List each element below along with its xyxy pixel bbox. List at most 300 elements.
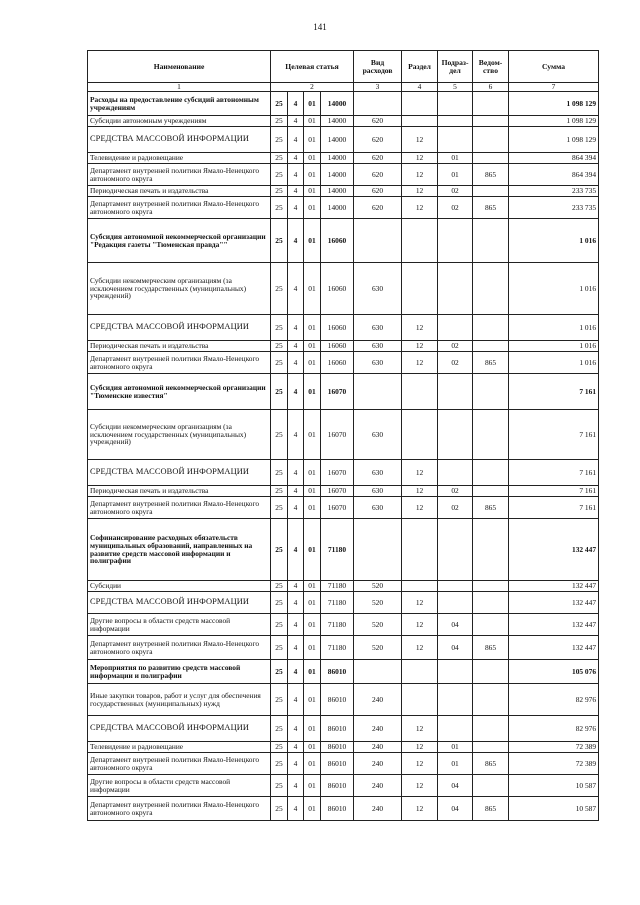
section-code — [402, 263, 438, 315]
table-header-row — [88, 51, 599, 83]
target-code-1: 25 — [271, 263, 288, 315]
target-code-3: 01 — [304, 460, 321, 486]
section-code: 12 — [402, 614, 438, 636]
table-row — [88, 775, 599, 797]
row-name: Периодическая печать и издательства — [88, 186, 271, 197]
subsection-code — [438, 410, 473, 460]
amount: 72 389 — [509, 753, 599, 775]
target-code-4: 14000 — [321, 116, 354, 127]
target-code-2: 4 — [288, 716, 304, 742]
target-code-3: 01 — [304, 497, 321, 519]
subsection-code: 02 — [438, 486, 473, 497]
expense-type: 240 — [354, 753, 402, 775]
section-code: 12 — [402, 164, 438, 186]
expense-type: 630 — [354, 352, 402, 374]
amount: 72 389 — [509, 742, 599, 753]
column-number: 7 — [509, 83, 599, 92]
expense-type: 630 — [354, 486, 402, 497]
target-code-4: 86010 — [321, 753, 354, 775]
target-code-4: 16060 — [321, 341, 354, 352]
section-code: 12 — [402, 197, 438, 219]
subsection-code — [438, 519, 473, 581]
amount: 132 447 — [509, 581, 599, 592]
subsection-code — [438, 116, 473, 127]
row-name: Субсидия автономной некоммерческой организации "Редакция газеты "Тюменская правда"" — [88, 219, 271, 263]
target-code-3: 01 — [304, 742, 321, 753]
row-name: Иные закупки товаров, работ и услуг для обеспечения государственных (муниципальных) нужд — [88, 684, 271, 716]
subsection-code — [438, 219, 473, 263]
target-code-3: 01 — [304, 186, 321, 197]
target-code-1: 25 — [271, 742, 288, 753]
expense-type: 630 — [354, 315, 402, 341]
department-code — [473, 684, 509, 716]
subsection-code: 04 — [438, 797, 473, 821]
target-code-1: 25 — [271, 410, 288, 460]
target-code-2: 4 — [288, 460, 304, 486]
department-code — [473, 460, 509, 486]
row-name: Департамент внутренней политики Ямало-Ненецкого автономного округа — [88, 352, 271, 374]
target-code-4: 71180 — [321, 581, 354, 592]
target-code-2: 4 — [288, 153, 304, 164]
subsection-code: 04 — [438, 775, 473, 797]
department-code — [473, 581, 509, 592]
target-code-1: 25 — [271, 315, 288, 341]
table-row — [88, 410, 599, 460]
target-code-1: 25 — [271, 127, 288, 153]
column-number: 6 — [473, 83, 509, 92]
target-code-1: 25 — [271, 197, 288, 219]
row-name: СРЕДСТВА МАССОВОЙ ИНФОРМАЦИИ — [88, 592, 271, 614]
department-code: 865 — [473, 797, 509, 821]
table-row — [88, 519, 599, 581]
amount: 1 016 — [509, 341, 599, 352]
target-code-1: 25 — [271, 497, 288, 519]
row-name: Периодическая печать и издательства — [88, 486, 271, 497]
target-code-4: 86010 — [321, 684, 354, 716]
target-code-2: 4 — [288, 164, 304, 186]
target-code-2: 4 — [288, 219, 304, 263]
section-code: 12 — [402, 797, 438, 821]
target-code-3: 01 — [304, 753, 321, 775]
subsection-code: 04 — [438, 614, 473, 636]
table-row — [88, 592, 599, 614]
section-code — [402, 116, 438, 127]
section-code: 12 — [402, 153, 438, 164]
expense-type: 630 — [354, 341, 402, 352]
target-code-2: 4 — [288, 486, 304, 497]
target-code-3: 01 — [304, 797, 321, 821]
header-razdel: Раздел — [402, 51, 438, 83]
amount: 7 161 — [509, 497, 599, 519]
row-name: Расходы на предоставление субсидий автономным учреждениям — [88, 92, 271, 116]
amount: 233 735 — [509, 186, 599, 197]
row-name: Департамент внутренней политики Ямало-Ненецкого автономного округа — [88, 797, 271, 821]
page-number: 141 — [313, 22, 327, 32]
department-code: 865 — [473, 164, 509, 186]
column-number-row — [88, 83, 599, 92]
target-code-4: 71180 — [321, 636, 354, 660]
target-code-4: 14000 — [321, 197, 354, 219]
table-row — [88, 219, 599, 263]
row-name: СРЕДСТВА МАССОВОЙ ИНФОРМАЦИИ — [88, 460, 271, 486]
target-code-1: 25 — [271, 219, 288, 263]
table-row — [88, 460, 599, 486]
expense-type — [354, 92, 402, 116]
amount: 1 016 — [509, 263, 599, 315]
row-name: Департамент внутренней политики Ямало-Ненецкого автономного округа — [88, 197, 271, 219]
budget-table — [87, 50, 599, 821]
department-code — [473, 127, 509, 153]
subsection-code — [438, 460, 473, 486]
table-row — [88, 374, 599, 410]
subsection-code: 01 — [438, 164, 473, 186]
department-code — [473, 153, 509, 164]
target-code-4: 16070 — [321, 497, 354, 519]
target-code-1: 25 — [271, 92, 288, 116]
department-code — [473, 92, 509, 116]
department-code — [473, 410, 509, 460]
subsection-code — [438, 684, 473, 716]
subsection-code — [438, 660, 473, 684]
target-code-3: 01 — [304, 263, 321, 315]
row-name: Департамент внутренней политики Ямало-Ненецкого автономного округа — [88, 497, 271, 519]
target-code-1: 25 — [271, 581, 288, 592]
target-code-4: 16070 — [321, 374, 354, 410]
amount: 7 161 — [509, 460, 599, 486]
expense-type: 630 — [354, 460, 402, 486]
department-code — [473, 374, 509, 410]
target-code-4: 71180 — [321, 614, 354, 636]
target-code-2: 4 — [288, 186, 304, 197]
target-code-3: 01 — [304, 660, 321, 684]
row-name: Мероприятия по развитию средств массовой информации и полиграфии — [88, 660, 271, 684]
table-row — [88, 116, 599, 127]
expense-type — [354, 374, 402, 410]
expense-type — [354, 660, 402, 684]
expense-type: 620 — [354, 186, 402, 197]
amount: 132 447 — [509, 636, 599, 660]
column-number: 5 — [438, 83, 473, 92]
target-code-3: 01 — [304, 164, 321, 186]
table-row — [88, 614, 599, 636]
target-code-3: 01 — [304, 410, 321, 460]
target-code-2: 4 — [288, 614, 304, 636]
target-code-4: 14000 — [321, 186, 354, 197]
amount: 132 447 — [509, 519, 599, 581]
target-code-4: 16060 — [321, 263, 354, 315]
target-code-3: 01 — [304, 486, 321, 497]
subsection-code: 01 — [438, 153, 473, 164]
amount: 1 016 — [509, 352, 599, 374]
target-code-3: 01 — [304, 197, 321, 219]
section-code: 12 — [402, 315, 438, 341]
target-code-1: 25 — [271, 186, 288, 197]
amount: 132 447 — [509, 614, 599, 636]
target-code-3: 01 — [304, 374, 321, 410]
table-row — [88, 486, 599, 497]
target-code-1: 25 — [271, 374, 288, 410]
amount: 864 394 — [509, 164, 599, 186]
target-code-4: 16070 — [321, 460, 354, 486]
target-code-3: 01 — [304, 592, 321, 614]
expense-type: 520 — [354, 614, 402, 636]
department-code — [473, 519, 509, 581]
expense-type — [354, 219, 402, 263]
target-code-3: 01 — [304, 519, 321, 581]
subsection-code: 04 — [438, 636, 473, 660]
table-row — [88, 636, 599, 660]
section-code: 12 — [402, 592, 438, 614]
amount: 1 016 — [509, 315, 599, 341]
row-name: Периодическая печать и издательства — [88, 341, 271, 352]
target-code-3: 01 — [304, 716, 321, 742]
department-code: 865 — [473, 352, 509, 374]
target-code-2: 4 — [288, 263, 304, 315]
target-code-3: 01 — [304, 92, 321, 116]
target-code-2: 4 — [288, 315, 304, 341]
expense-type: 240 — [354, 775, 402, 797]
target-code-3: 01 — [304, 775, 321, 797]
department-code — [473, 219, 509, 263]
amount: 1 016 — [509, 219, 599, 263]
target-code-3: 01 — [304, 153, 321, 164]
expense-type: 620 — [354, 197, 402, 219]
expense-type: 520 — [354, 592, 402, 614]
target-code-4: 16060 — [321, 219, 354, 263]
target-code-1: 25 — [271, 592, 288, 614]
department-code — [473, 315, 509, 341]
table-row — [88, 263, 599, 315]
row-name: СРЕДСТВА МАССОВОЙ ИНФОРМАЦИИ — [88, 716, 271, 742]
target-code-4: 14000 — [321, 164, 354, 186]
amount: 7 161 — [509, 410, 599, 460]
section-code: 12 — [402, 127, 438, 153]
row-name: Телевидение и радиовещание — [88, 153, 271, 164]
target-code-3: 01 — [304, 636, 321, 660]
target-code-1: 25 — [271, 341, 288, 352]
target-code-3: 01 — [304, 127, 321, 153]
amount: 10 587 — [509, 775, 599, 797]
column-number: 3 — [354, 83, 402, 92]
target-code-1: 25 — [271, 153, 288, 164]
section-code — [402, 684, 438, 716]
amount: 105 076 — [509, 660, 599, 684]
table-row — [88, 716, 599, 742]
row-name: Другие вопросы в области средств массовой информации — [88, 775, 271, 797]
target-code-1: 25 — [271, 716, 288, 742]
target-code-4: 16060 — [321, 352, 354, 374]
expense-type: 240 — [354, 684, 402, 716]
header-vedomstvo: Ведом-ство — [473, 51, 509, 83]
department-code: 865 — [473, 197, 509, 219]
amount: 132 447 — [509, 592, 599, 614]
subsection-code — [438, 581, 473, 592]
section-code: 12 — [402, 186, 438, 197]
target-code-2: 4 — [288, 352, 304, 374]
target-code-1: 25 — [271, 684, 288, 716]
target-code-4: 16070 — [321, 486, 354, 497]
row-name: Софинансирование расходных обязательств муниципальных образований, направленных на развитие средств массовой информации и полиграфии — [88, 519, 271, 581]
target-code-4: 14000 — [321, 92, 354, 116]
expense-type: 520 — [354, 581, 402, 592]
target-code-1: 25 — [271, 460, 288, 486]
table-row — [88, 660, 599, 684]
subsection-code — [438, 374, 473, 410]
row-name: Департамент внутренней политики Ямало-Ненецкого автономного округа — [88, 636, 271, 660]
table-row — [88, 127, 599, 153]
target-code-2: 4 — [288, 127, 304, 153]
section-code — [402, 374, 438, 410]
department-code — [473, 263, 509, 315]
department-code — [473, 592, 509, 614]
section-code — [402, 410, 438, 460]
amount: 233 735 — [509, 197, 599, 219]
amount: 82 976 — [509, 716, 599, 742]
section-code: 12 — [402, 460, 438, 486]
amount: 7 161 — [509, 374, 599, 410]
subsection-code: 02 — [438, 186, 473, 197]
target-code-2: 4 — [288, 374, 304, 410]
section-code: 12 — [402, 753, 438, 775]
target-code-4: 86010 — [321, 742, 354, 753]
target-code-1: 25 — [271, 775, 288, 797]
target-code-4: 14000 — [321, 153, 354, 164]
target-code-1: 25 — [271, 797, 288, 821]
department-code: 865 — [473, 636, 509, 660]
expense-type: 240 — [354, 742, 402, 753]
expense-type: 240 — [354, 797, 402, 821]
target-code-2: 4 — [288, 197, 304, 219]
target-code-1: 25 — [271, 164, 288, 186]
table-row — [88, 92, 599, 116]
amount: 1 098 129 — [509, 116, 599, 127]
row-name: Субсидии некоммерческим организациям (за исключением государственных (муниципальных) учреждений) — [88, 263, 271, 315]
subsection-code: 01 — [438, 753, 473, 775]
target-code-2: 4 — [288, 775, 304, 797]
target-code-1: 25 — [271, 660, 288, 684]
department-code — [473, 116, 509, 127]
section-code — [402, 92, 438, 116]
header-vid: Вид расходов — [354, 51, 402, 83]
expense-type: 620 — [354, 127, 402, 153]
subsection-code — [438, 263, 473, 315]
target-code-2: 4 — [288, 497, 304, 519]
target-code-3: 01 — [304, 581, 321, 592]
expense-type: 520 — [354, 636, 402, 660]
amount: 1 098 129 — [509, 92, 599, 116]
target-code-1: 25 — [271, 753, 288, 775]
target-code-4: 86010 — [321, 797, 354, 821]
target-code-2: 4 — [288, 581, 304, 592]
target-code-4: 16070 — [321, 410, 354, 460]
department-code — [473, 660, 509, 684]
row-name: Другие вопросы в области средств массовой информации — [88, 614, 271, 636]
target-code-2: 4 — [288, 636, 304, 660]
section-code: 12 — [402, 341, 438, 352]
target-code-2: 4 — [288, 341, 304, 352]
section-code — [402, 219, 438, 263]
department-code — [473, 341, 509, 352]
department-code — [473, 742, 509, 753]
table-row — [88, 797, 599, 821]
table-row — [88, 315, 599, 341]
section-code — [402, 660, 438, 684]
target-code-4: 16060 — [321, 315, 354, 341]
target-code-3: 01 — [304, 684, 321, 716]
section-code: 12 — [402, 486, 438, 497]
department-code: 865 — [473, 753, 509, 775]
target-code-2: 4 — [288, 519, 304, 581]
column-number: 4 — [402, 83, 438, 92]
target-code-2: 4 — [288, 660, 304, 684]
target-code-2: 4 — [288, 742, 304, 753]
expense-type: 620 — [354, 164, 402, 186]
target-code-3: 01 — [304, 614, 321, 636]
table-row — [88, 164, 599, 186]
subsection-code — [438, 716, 473, 742]
target-code-4: 71180 — [321, 519, 354, 581]
amount: 7 161 — [509, 486, 599, 497]
section-code: 12 — [402, 636, 438, 660]
section-code: 12 — [402, 742, 438, 753]
row-name: Субсидии автономным учреждениям — [88, 116, 271, 127]
target-code-2: 4 — [288, 410, 304, 460]
expense-type: 240 — [354, 716, 402, 742]
table-row — [88, 753, 599, 775]
header-summa: Сумма — [509, 51, 599, 83]
subsection-code: 02 — [438, 197, 473, 219]
target-code-3: 01 — [304, 352, 321, 374]
amount: 864 394 — [509, 153, 599, 164]
table-row — [88, 742, 599, 753]
expense-type: 630 — [354, 263, 402, 315]
target-code-4: 86010 — [321, 775, 354, 797]
target-code-2: 4 — [288, 797, 304, 821]
target-code-1: 25 — [271, 636, 288, 660]
expense-type: 620 — [354, 153, 402, 164]
table-row — [88, 186, 599, 197]
amount: 1 098 129 — [509, 127, 599, 153]
target-code-1: 25 — [271, 116, 288, 127]
row-name: СРЕДСТВА МАССОВОЙ ИНФОРМАЦИИ — [88, 127, 271, 153]
section-code — [402, 519, 438, 581]
table-row — [88, 684, 599, 716]
table-row — [88, 581, 599, 592]
target-code-3: 01 — [304, 219, 321, 263]
row-name: Телевидение и радиовещание — [88, 742, 271, 753]
target-code-3: 01 — [304, 341, 321, 352]
subsection-code — [438, 592, 473, 614]
target-code-2: 4 — [288, 684, 304, 716]
header-podrazdel: Подраз-дел — [438, 51, 473, 83]
department-code — [473, 716, 509, 742]
subsection-code — [438, 127, 473, 153]
table-row — [88, 352, 599, 374]
subsection-code: 02 — [438, 497, 473, 519]
target-code-2: 4 — [288, 116, 304, 127]
subsection-code — [438, 315, 473, 341]
expense-type: 630 — [354, 497, 402, 519]
target-code-1: 25 — [271, 352, 288, 374]
column-number: 1 — [88, 83, 271, 92]
expense-type: 620 — [354, 116, 402, 127]
row-name: Субсидия автономной некоммерческой организации "Тюменские известия" — [88, 374, 271, 410]
section-code: 12 — [402, 352, 438, 374]
target-code-2: 4 — [288, 753, 304, 775]
target-code-1: 25 — [271, 614, 288, 636]
target-code-2: 4 — [288, 92, 304, 116]
department-code — [473, 614, 509, 636]
